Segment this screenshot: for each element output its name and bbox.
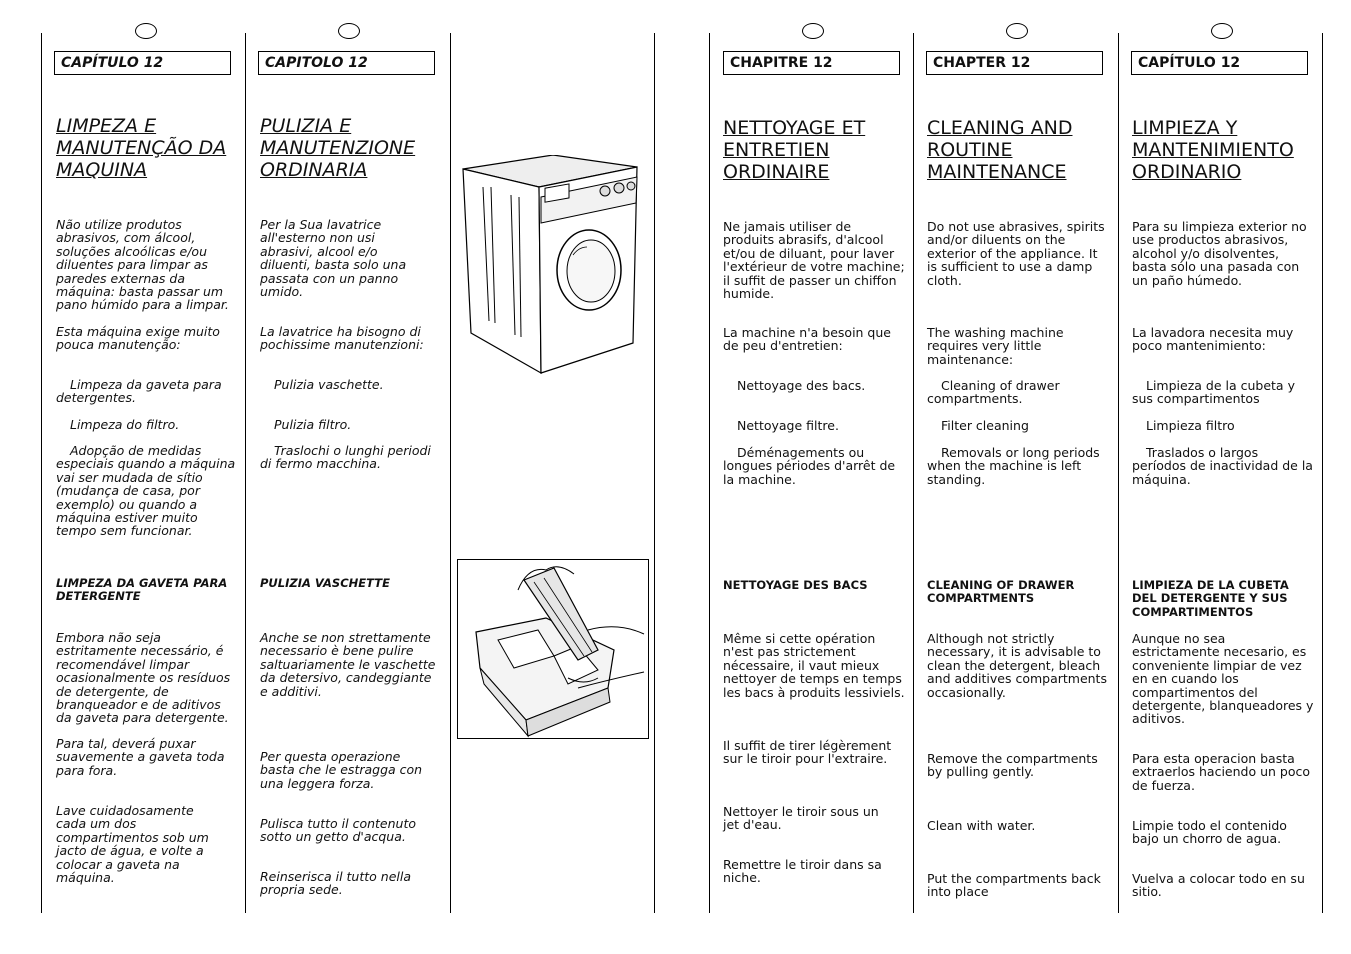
chapter-label: CAPÍTULO 12 [1131, 51, 1308, 75]
body-text: Nettoyer le tiroir sous un jet d'eau. [723, 804, 879, 833]
list-item: Adopção de medidas especiais quando a máquina vai ser mudada de sítio (mudança de casa, por exemplo) ou quando a máquina estiver muito tempo sem funcionar. [56, 443, 236, 539]
section-title: LIMPIEZA Y MANTENIMIENTO ORDINARIO [1132, 117, 1294, 183]
maintenance-text: La lavatrice ha bisogno di pochissime manutenzioni: [260, 324, 424, 353]
list-item: Pulizia filtro. [274, 417, 352, 432]
intro-text: Do not use abrasives, spirits and/or diluents on the exterior of the appliance. It is sufficient to use a damp cloth. [927, 219, 1105, 288]
section-title: PULIZIA E MANUTENZIONE ORDINARIA [260, 115, 416, 181]
chapter-label: CAPÍTULO 12 [54, 51, 231, 75]
intro-text: Per la Sua lavatrice all'esterno non usi abrasivi, alcool e/o diluenti, basta solo una passata con un panno umido. [260, 217, 407, 300]
body-text: Remove the compartments by pulling gently. [927, 751, 1098, 780]
body-text: Para tal, deverá puxar suavemente a gaveta toda para fora. [56, 736, 225, 778]
body-text: Vuelva a colocar todo en su sitio. [1132, 871, 1305, 900]
column-divider [450, 33, 451, 913]
list-item: Traslados o largos períodos de inactividad de la máquina. [1132, 445, 1313, 487]
body-text: Pulisca tutto il contenuto sotto un getto d'acqua. [260, 816, 417, 845]
column-portuguese [0, 0, 245, 954]
chapter-label: CHAPITRE 12 [723, 51, 900, 75]
body-text: Clean with water. [927, 818, 1036, 833]
body-text: Lave cuidadosamente cada um dos compartimentos sob um jacto de água, e volte a colocar a gaveta na máquina. [56, 803, 209, 886]
subsection-title: PULIZIA VASCHETTE [260, 576, 390, 590]
column-divider [654, 33, 655, 913]
list-item: Removals or long periods when the machine is left standing. [927, 445, 1100, 487]
section-title: CLEANING AND ROUTINE MAINTENANCE [927, 117, 1073, 183]
maintenance-text: Esta máquina exige muito pouca manutenção: [56, 324, 220, 353]
body-text: Para esta operacion basta extraerlos haciendo un poco de fuerza. [1132, 751, 1311, 793]
subsection-title: CLEANING OF DRAWER COMPARTMENTS [927, 578, 1075, 606]
section-title: LIMPEZA E MANUTENÇÃO DA MAQUINA [56, 115, 227, 181]
list-item: Filter cleaning [941, 418, 1029, 433]
list-item: Pulizia vaschette. [274, 377, 384, 392]
body-text: Remettre le tiroir dans sa niche. [723, 857, 882, 886]
intro-text: Para su limpieza exterior no use productos abrasivos, alcohol y/o disolventes, basta sólo una pasada con un paño húmedo. [1132, 219, 1307, 288]
body-text: Embora não seja estritamente necessário, é recomendável limpar ocasionalmente os resíduos de detergente, de branqueador e de aditivos da gaveta para detergente. [56, 630, 231, 726]
maintenance-text: The washing machine requires very little maintenance: [927, 325, 1064, 367]
list-item: Cleaning of drawer compartments. [927, 378, 1060, 407]
column-french [710, 0, 914, 954]
section-title: NETTOYAGE ET ENTRETIEN ORDINAIRE [723, 117, 866, 183]
body-text: Reinserisca il tutto nella propria sede. [260, 869, 411, 898]
subsection-title: NETTOYAGE DES BACS [723, 578, 868, 592]
chapter-label: CAPITOLO 12 [258, 51, 435, 75]
chapter-label: CHAPTER 12 [926, 51, 1103, 75]
body-text: Put the compartments back into place [927, 871, 1101, 900]
column-english [914, 0, 1118, 954]
body-text: Il suffit de tirer légèrement sur le tiroir pour l'extraire. [723, 738, 892, 767]
list-item: Limpieza de la cubeta y sus compartimentos [1132, 378, 1295, 407]
body-text: Même si cette opération n'est pas strictement nécessaire, il vaut mieux nettoyer de temps en temps les bacs à produits lessiviels. [723, 631, 905, 700]
body-text: Per questa operazione basta che le estragga con una leggera forza. [260, 749, 423, 791]
column-italian [246, 0, 450, 954]
intro-text: Ne jamais utiliser de produits abrasifs, d'alcool et/ou de diluant, pour laver l'extérieur de votre machine; il suffit de passer un chiffon humide. [723, 219, 905, 302]
list-item: Traslochi o lunghi periodi di fermo macchina. [260, 443, 431, 472]
list-item: Déménagements ou longues périodes d'arrêt de la machine. [723, 445, 896, 487]
maintenance-text: La lavadora necesita muy poco mantenimiento: [1132, 325, 1294, 354]
body-text: Limpie todo el contenido bajo un chorro de agua. [1132, 818, 1287, 847]
body-text: Anche se non strettamente necessario è bene pulire saltuariamente le vaschette da detersivo, candeggiante e additivi. [260, 630, 436, 699]
list-item: Nettoyage des bacs. [737, 378, 866, 393]
list-item: Limpeza da gaveta para detergentes. [56, 377, 222, 406]
column-spanish [1119, 0, 1322, 954]
washing-machine-illustration [461, 155, 641, 377]
list-item: Limpeza do filtro. [70, 417, 180, 432]
detergent-drawer-illustration [457, 559, 649, 739]
list-item: Limpieza filtro [1146, 418, 1235, 433]
maintenance-text: La machine n'a besoin que de peu d'entretien: [723, 325, 891, 354]
body-text: Aunque no sea estrictamente necesario, es conveniente limpiar de vez en en cuando los compartimentos del detergente, blanqueadores y aditivos. [1132, 631, 1314, 727]
subsection-title: LIMPEZA DA GAVETA PARA DETERGENTE [56, 576, 228, 604]
intro-text: Não utilize produtos abrasivos, com álcool, soluções alcoólicas e/ou diluentes para limpar as paredes externas da máquina: basta passar um pano húmido para a limpar. [56, 217, 229, 313]
list-item: Nettoyage filtre. [737, 418, 839, 433]
column-divider [1322, 33, 1323, 913]
body-text: Although not strictly necessary, it is advisable to clean the detergent, bleach and additives compartments occasionally. [927, 631, 1107, 700]
subsection-title: LIMPIEZA DE LA CUBETA DEL DETERGENTE Y SUS COMPARTIMENTOS [1132, 578, 1289, 619]
